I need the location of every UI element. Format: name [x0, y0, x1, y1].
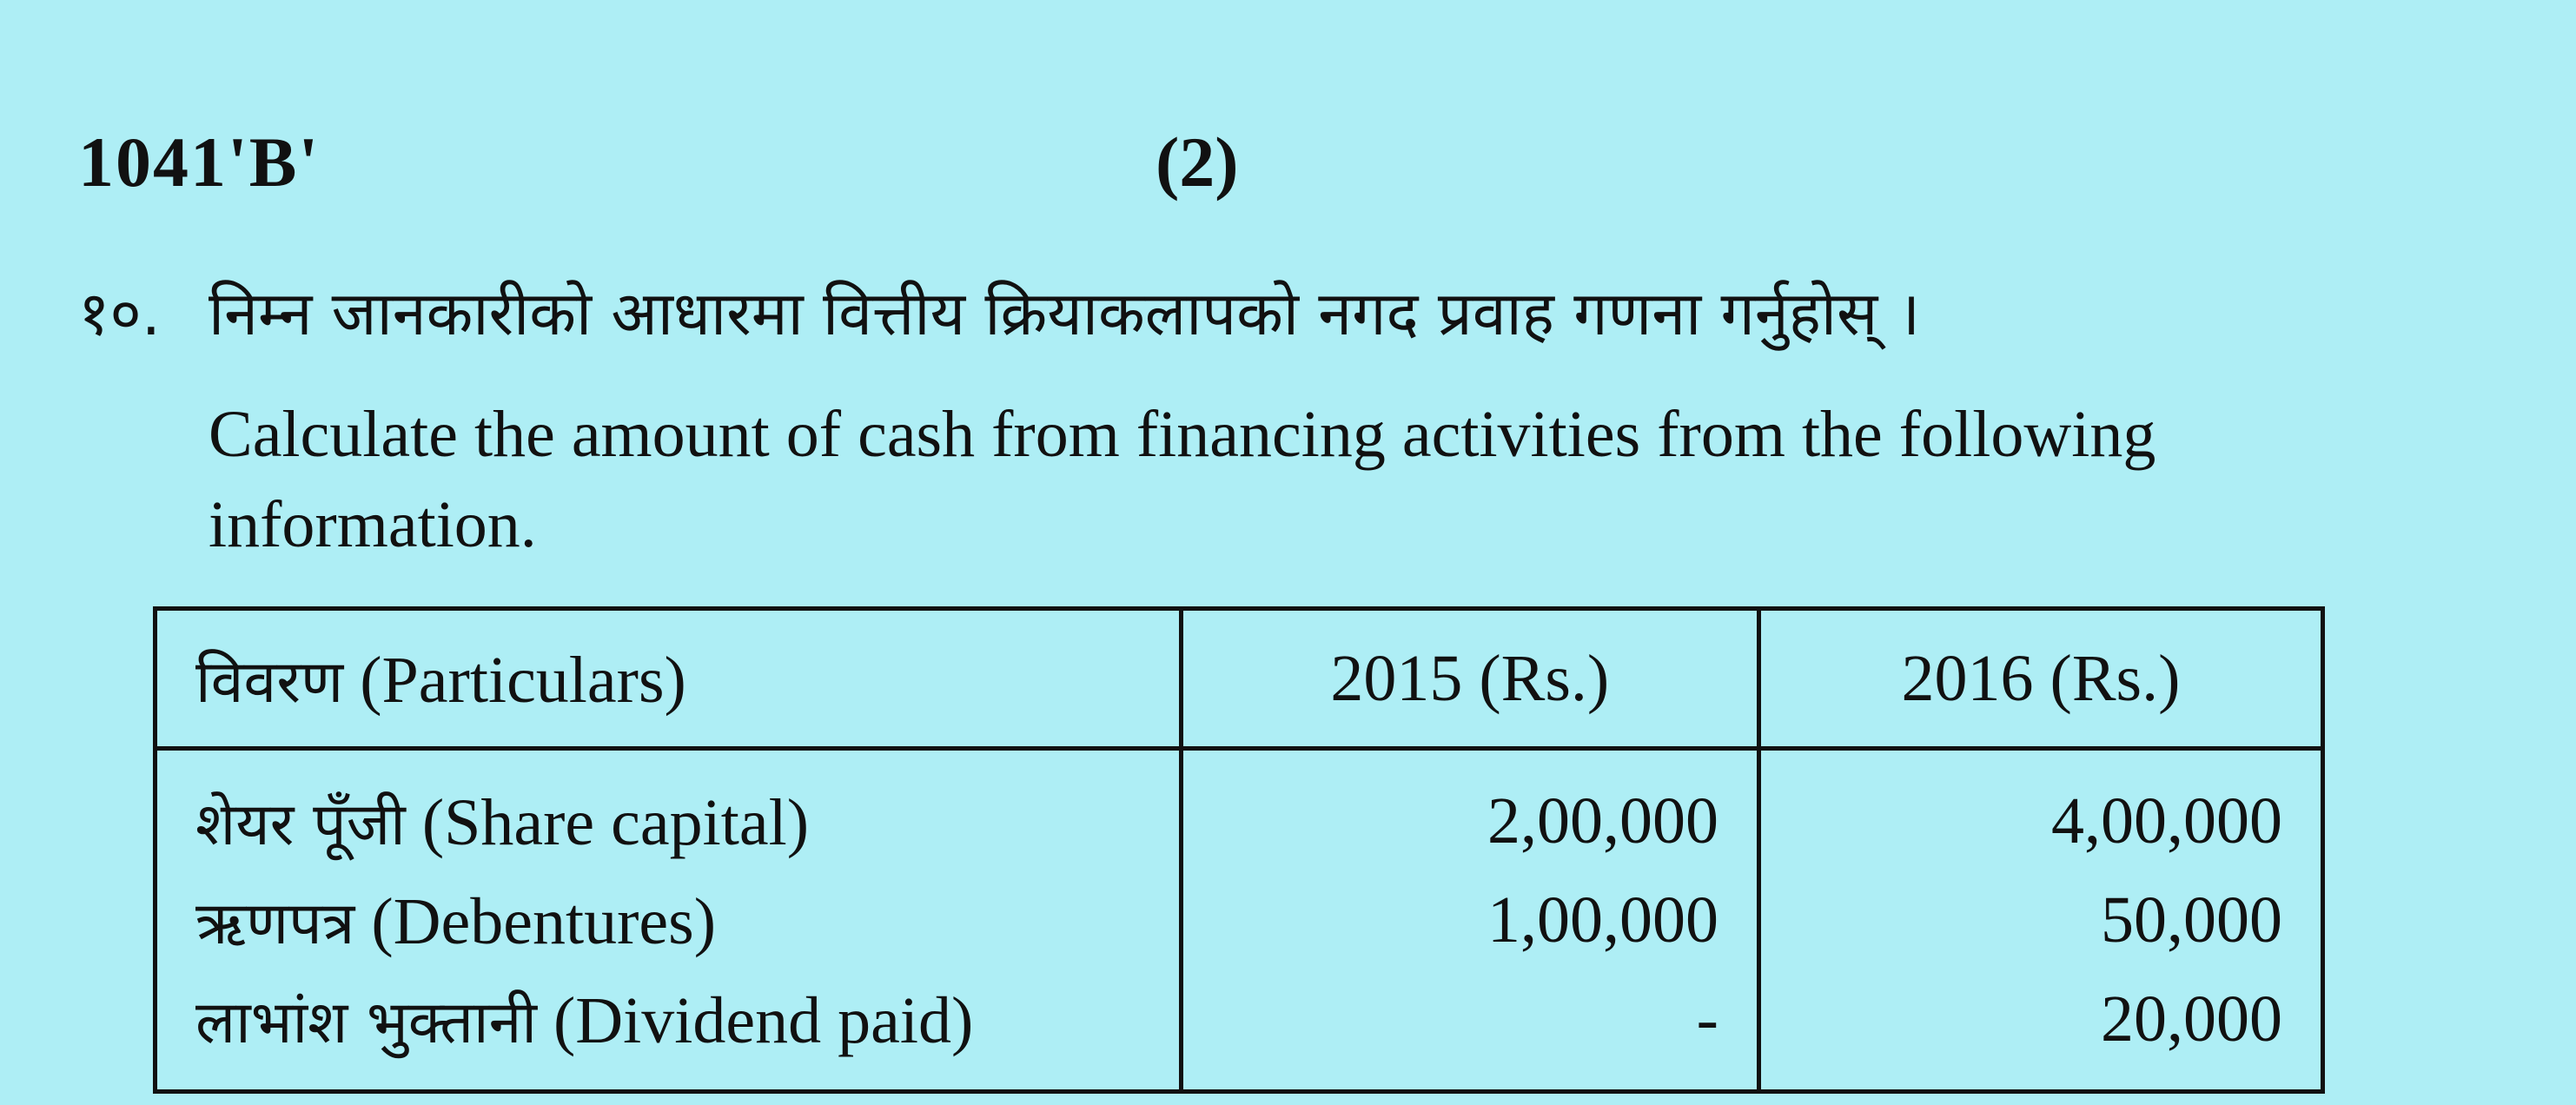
table-header-row [156, 609, 2323, 749]
cell-2015: 1,00,000 [1181, 870, 1758, 969]
cell-2015: - [1181, 969, 1758, 1092]
header-particulars-en: (Particulars) [343, 643, 686, 717]
row-label-en: (Share capital) [405, 785, 810, 859]
header-particulars-np: विवरण [195, 647, 344, 717]
page-number: (2) [1156, 122, 1239, 202]
table-row-debentures [156, 870, 2323, 969]
header-2016: 2016 (Rs.) [1758, 609, 2322, 749]
row-label-np: ऋणपत्र [195, 889, 355, 958]
header-2015: 2015 (Rs.) [1181, 609, 1758, 749]
row-label [156, 749, 1182, 871]
table-row-share-capital [156, 749, 2323, 871]
row-label-en: (Debentures) [354, 884, 717, 958]
cell-2016: 20,000 [1758, 969, 2322, 1092]
row-label-en: (Dividend paid) [536, 983, 974, 1057]
cell-2016: 4,00,000 [1758, 749, 2322, 871]
header-particulars [156, 609, 1182, 749]
paper-code: 1041'B' [78, 122, 321, 202]
financial-data-table [153, 606, 2325, 1094]
row-label-np: शेयर पूँजी [195, 790, 406, 859]
cell-2015: 2,00,000 [1181, 749, 1758, 871]
question-number: १०. [78, 278, 162, 349]
question-text-english: Calculate the amount of cash from financing activities from the following information. [209, 398, 2156, 561]
row-label-np: लाभांश भुक्तानी [195, 988, 537, 1057]
cell-2016: 50,000 [1758, 870, 2322, 969]
table-row-dividend-paid [156, 969, 2323, 1092]
row-label [156, 969, 1182, 1092]
question-text-nepali: निम्न जानकारीको आधारमा वित्तीय क्रियाकलापको नगद प्रवाह गणना गर्नुहोस् । [209, 278, 1921, 349]
row-label [156, 870, 1182, 969]
